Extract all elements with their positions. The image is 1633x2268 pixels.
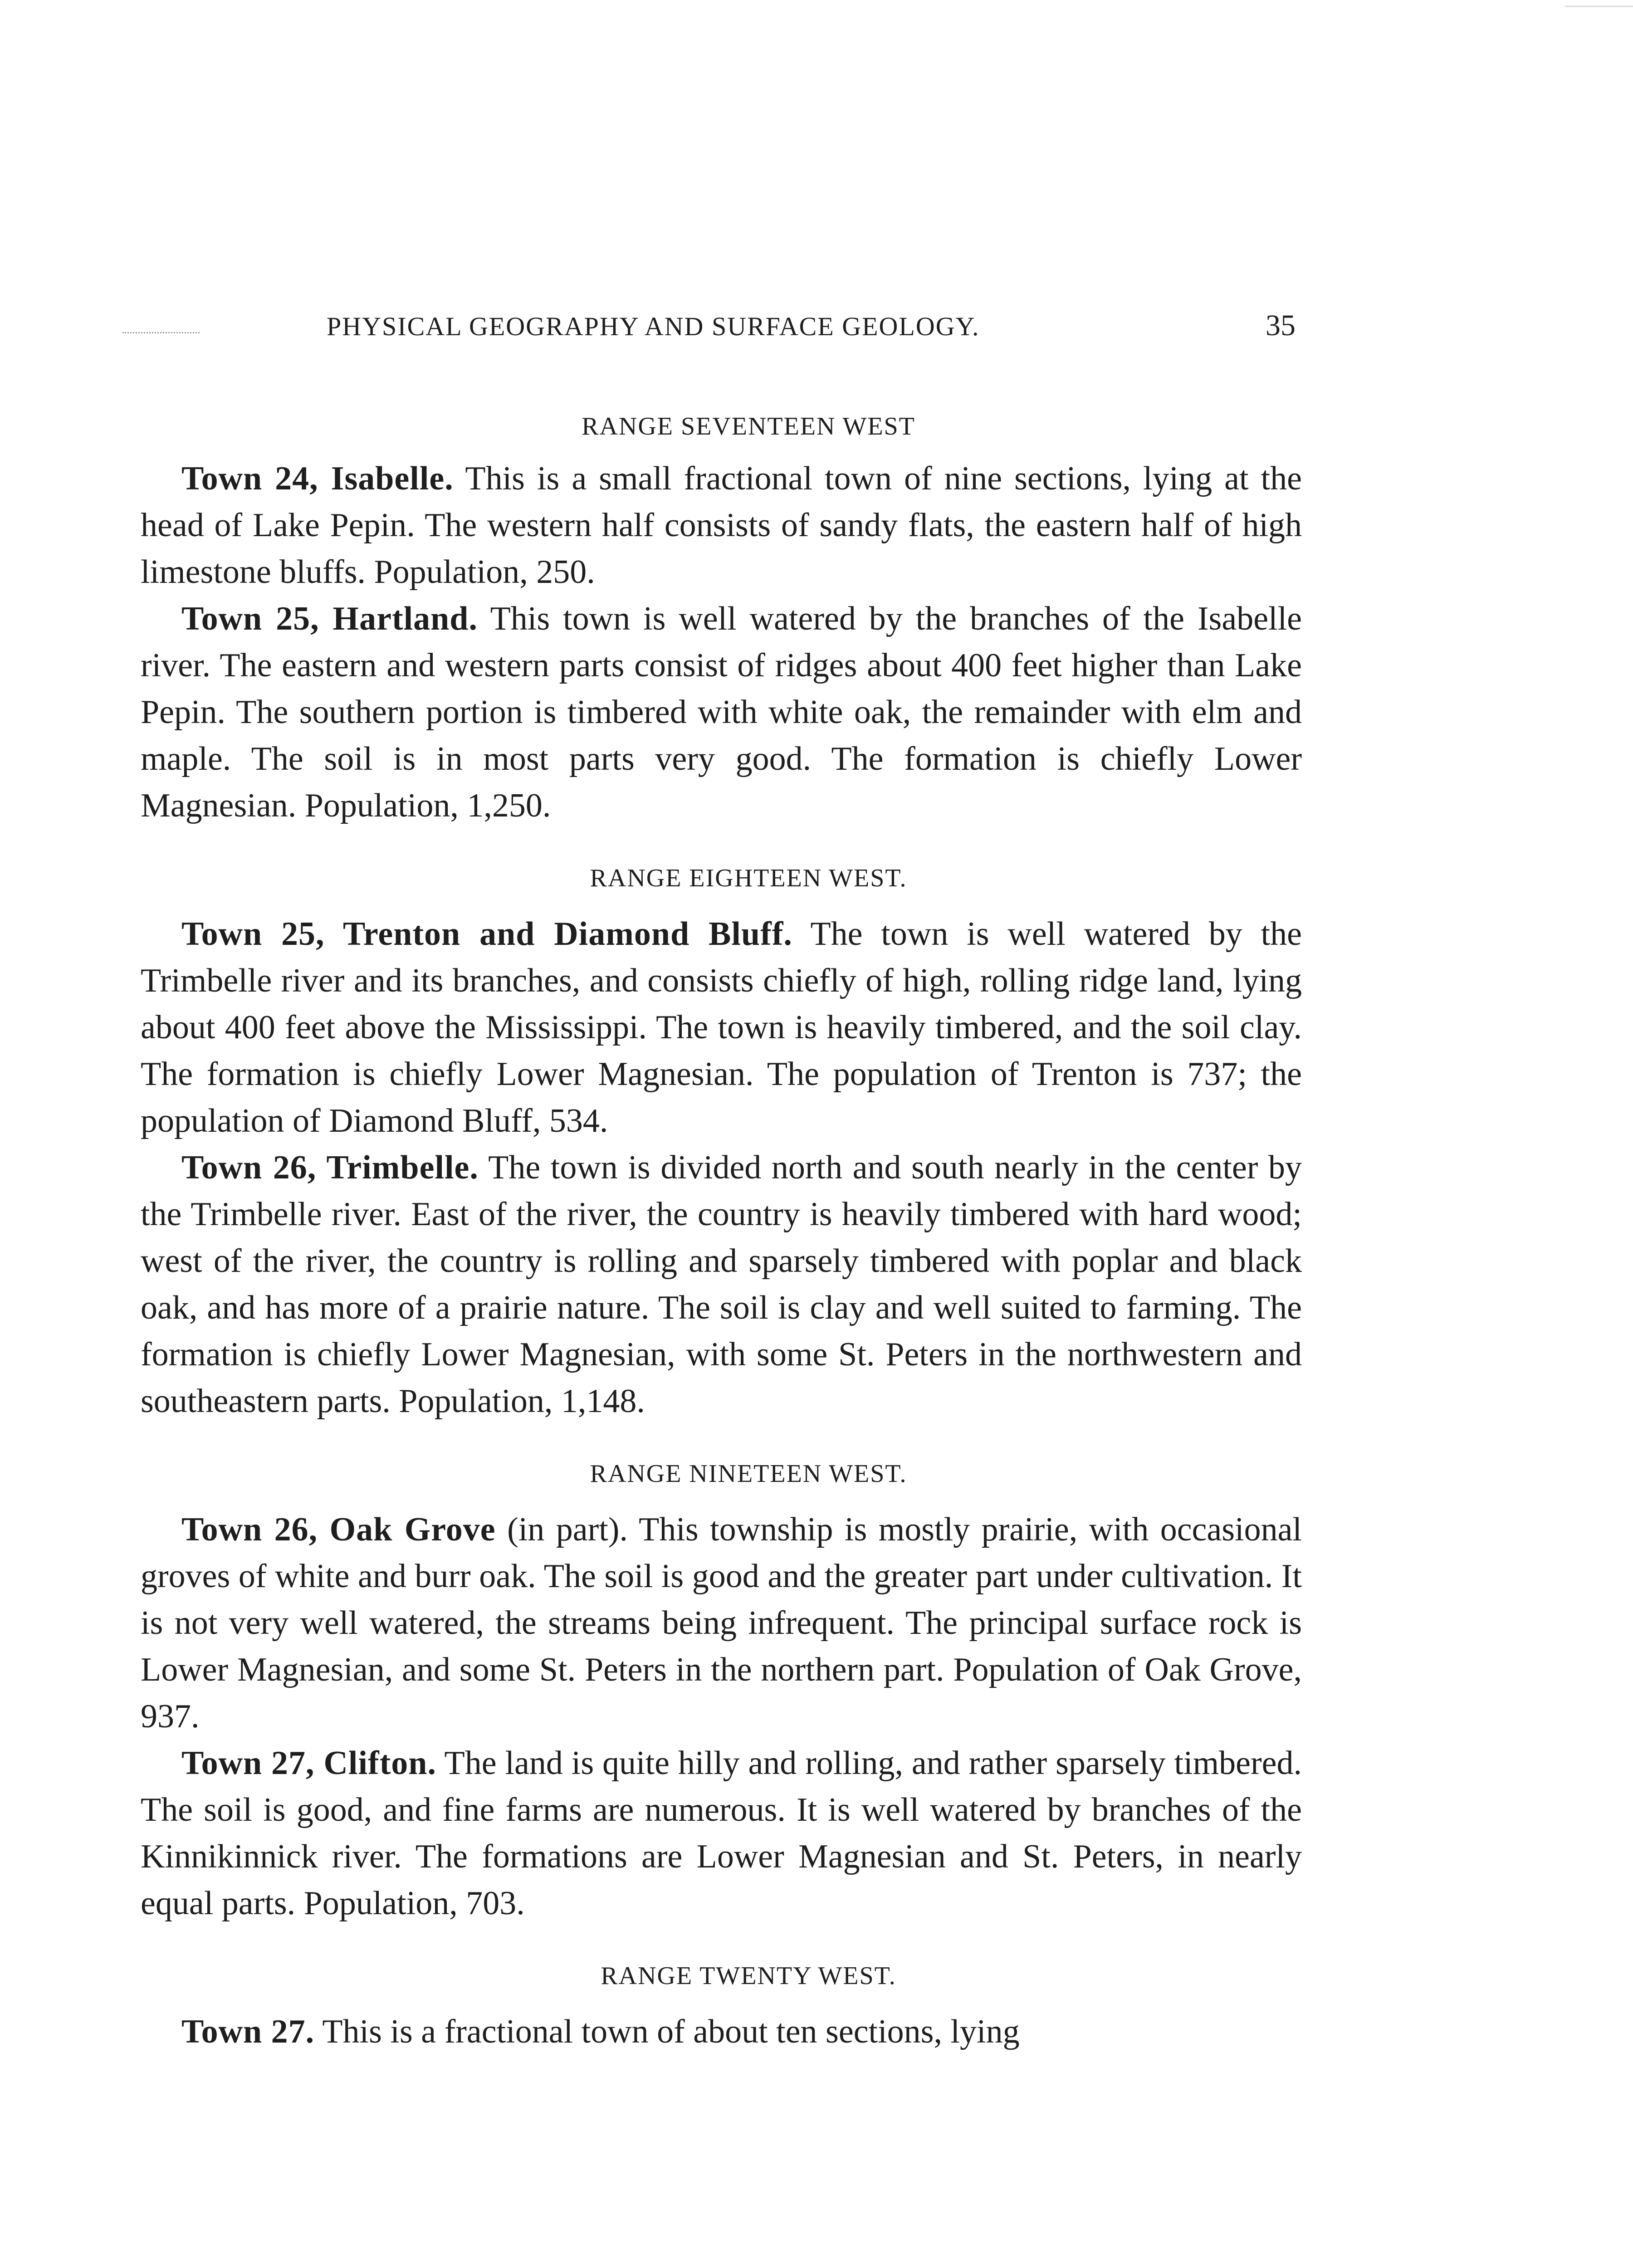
town-entry-isabelle [141,455,1302,596]
range-heading-seventeen-west: RANGE SEVENTEEN WEST [582,412,915,440]
town-description: This town is well watered by the branches of the Isabelle river. The eastern and western parts consist of ridges about 400 feet higher than Lake Pepin. The southern portion is timbered with white oak, the remainder with elm and maple. The soil is in most parts very good. The formation is chiefly Lower Magnesian. Population, 1,250. [141,600,1302,824]
town-description: The town is divided north and south nearly in the center by the Trimbelle river. East of the river, the country is heavily timbered with hard wood; west of the river, the country is rolling and sparsely timbered with poplar and black oak, and has more of a prairie nature. The soil is clay and well suited to farming. The formation is chiefly Lower Magnesian, with some St. Peters in the northwestern and southeastern parts. Population, 1,148. [141,1149,1302,1420]
town-entry-trimbelle [141,1144,1302,1425]
range-heading-nineteen-west: RANGE NINETEEN WEST. [590,1460,907,1488]
town-name: Town 25, Hartland. [181,600,478,637]
running-title: PHYSICAL GEOGRAPHY AND SURFACE GEOLOGY. [327,312,980,341]
town-description: The land is quite hilly and rolling, and rather sparsely timbered. The soil is good, and fine farms are numerous. It is well watered by branches of the Kinnikinnick river. The formations are Lower Magnesian and St. Peters, in nearly equal parts. Population, 703. [141,1745,1302,1922]
town-description: (in part). This township is mostly prairie, with occasional groves of white and burr oak. The soil is good and the greater part under cultivation. It is not very well watered, the streams being infrequent. The principal surface rock is Lower Magnesian, and some St. Peters in the northern part. Population of Oak Grove, 937. [141,1511,1302,1735]
range-heading-twenty-west: RANGE TWENTY WEST. [601,1962,896,1990]
town-entry-oak-grove [141,1506,1302,1740]
range-heading-eighteen-west: RANGE EIGHTEEN WEST. [590,864,907,892]
town-name: Town 26, Oak Grove [181,1511,496,1548]
town-name: Town 26, Trimbelle. [181,1149,479,1186]
town-entry-trenton-diamond-bluff [141,911,1302,1144]
town-name: Town 25, Trenton and Diamond Bluff. [181,915,792,953]
scan-edge-mark [1565,5,1633,7]
town-entry-clifton [141,1740,1302,1927]
town-name: Town 27, Clifton. [181,1745,436,1782]
town-entry-town-27 [141,2009,1302,2055]
town-description: This is a fractional town of about ten sections, lying [314,2013,1020,2050]
town-entry-hartland [141,596,1302,829]
town-description: This is a small fractional town of nine sections, lying at the head of Lake Pepin. The western half consists of sandy flats, the eastern half of high limestone bluffs. Population, 250. [141,460,1302,591]
ink-smudge [122,332,200,336]
page-number: 35 [1266,309,1296,342]
town-description: The town is well watered by the Trimbelle river and its branches, and consists chiefly of high, rolling ridge land, lying about 400 feet above the Mississippi. The town is heavily timbered, and the soil clay. The formation is chiefly Lower Magnesian. The population of Trenton is 737; the population of Diamond Bluff, 534. [141,915,1302,1139]
page-body [141,404,1302,2055]
running-header [0,311,1633,352]
town-name: Town 27. [181,2013,315,2050]
town-name: Town 24, Isabelle. [181,460,454,497]
